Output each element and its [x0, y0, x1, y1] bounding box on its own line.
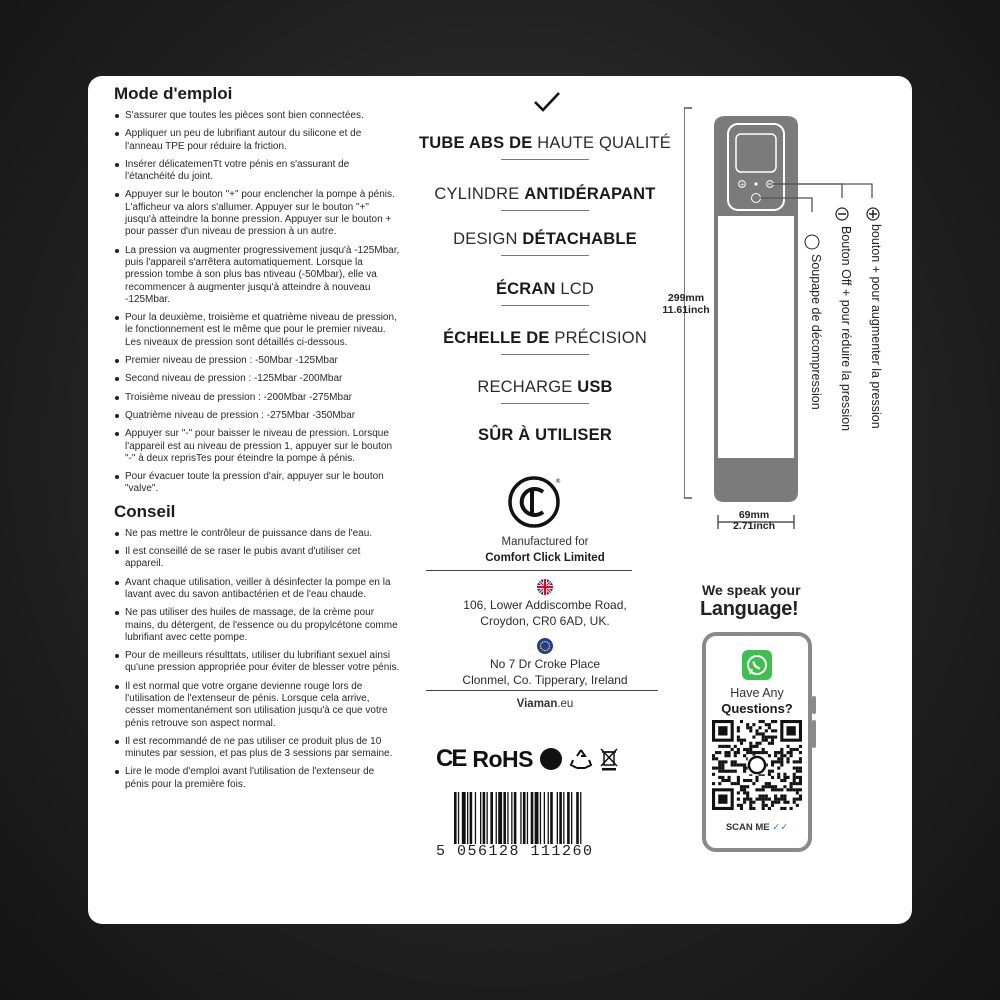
- eu-flag-icon: [537, 638, 553, 654]
- label-card: [88, 76, 912, 924]
- uk-address: [410, 598, 680, 629]
- instruction-item: Appliquer un peu de lubrifiant autour du silicone et de l'anneau TPE pour réduire la friction.: [114, 128, 400, 153]
- manufacturer-name: Comfort Click Limited: [485, 552, 605, 564]
- feature-item: [410, 426, 680, 445]
- checkmark-icon: [532, 90, 562, 114]
- uk-flag-icon: [537, 579, 553, 595]
- feature-bold: ÉCHELLE DE: [443, 329, 550, 347]
- phone-graphic: [702, 632, 812, 852]
- barcode: [454, 792, 622, 844]
- feature-bold: TUBE ABS DE: [419, 134, 533, 152]
- feature-divider: [501, 305, 589, 306]
- instruction-item: Insérer délicatemenTt votre pénis en s'assurant de l'étanchéité du joint.: [114, 159, 400, 184]
- have-any-text: Have Any: [730, 686, 784, 700]
- instruction-item: Second niveau de pression : -125Mbar -200Mbar: [114, 373, 400, 385]
- valve-label: Soupape de décompression: [809, 254, 823, 410]
- website-tld: .eu: [557, 698, 574, 710]
- feature-bold: USB: [577, 378, 613, 396]
- website: [410, 698, 680, 710]
- feature-light: CYLINDRE: [434, 185, 525, 203]
- feature-light: RECHARGE: [477, 378, 578, 396]
- qr-code[interactable]: [712, 720, 802, 810]
- instruction-item: Appuyer sur le bouton "+" pour enclencher la pompe à pénis. L'afficheur va alors s'allumer. Appuyer sur le bouton "+" jusqu'à atteindre la bonne pression. Appuyer sur le bouton + pour passer d'un niveau de pression à un autre.: [114, 189, 400, 238]
- eu-address: [410, 657, 680, 688]
- height-dimension: [658, 292, 714, 316]
- instruction-item: Pour évacuer toute la pression d'air, appuyer sur le bouton "valve".: [114, 471, 400, 496]
- barcode-digits: 5 056128 111260: [436, 843, 594, 860]
- uk-address-line2: Croydon, CR0 6AD, UK.: [480, 613, 610, 628]
- features-column: [410, 76, 680, 924]
- advice-item: Il est recommandé de ne pas utiliser ce produit plus de 10 minutes par session, et pas plus de 3 sessions par semaine.: [114, 736, 400, 761]
- svg-text:®: ®: [555, 478, 561, 485]
- manufactured-for-label: Manufactured for: [501, 536, 589, 548]
- feature-light: LCD: [555, 280, 595, 298]
- advice-item: Il est conseillé de se raser le pubis avant d'utiliser cet appareil.: [114, 546, 400, 571]
- whatsapp-icon: [742, 650, 772, 680]
- feature-divider: [501, 403, 589, 404]
- instruction-item: Appuyer sur "-" pour baisser le niveau de pression. Lorsque l'appareil est au niveau de pression 1, appuyer sur le bouton "-" à deux reprisTes pour éteindre la pompe à pénis.: [114, 428, 400, 465]
- uk-address-line1: 106, Lower Addiscombe Road,: [463, 598, 627, 612]
- divider: [426, 690, 658, 691]
- instruction-item: Troisième niveau de pression : -200Mbar -275Mbar: [114, 392, 400, 404]
- speak-line2: Language!: [700, 598, 799, 620]
- advice-item: Avant chaque utilisation, veiller à désinfecter la pompe en la lavant avec du savon antibactérien et de l'eau chaude.: [114, 577, 400, 602]
- feature-divider: [501, 159, 589, 160]
- eu-address-line2: Clonmel, Co. Tipperary, Ireland: [462, 672, 628, 687]
- scan-me-text: SCAN ME: [725, 822, 770, 833]
- width-mm: 69mm: [738, 509, 770, 521]
- instruction-item: Quatrième niveau de pression : -275Mbar -350Mbar: [114, 410, 400, 422]
- weee-bin-icon: [600, 747, 618, 771]
- feature-light: HAUTE QUALITÉ: [532, 134, 671, 152]
- height-inch: 11.61inch: [662, 304, 710, 316]
- feature-bold: ANTIDÉRAPANT: [524, 185, 656, 203]
- instruction-item: Premier niveau de pression : -50Mbar -125Mbar: [114, 355, 400, 367]
- valve-tag-icon: [806, 236, 818, 248]
- website-name: Viaman: [516, 698, 558, 710]
- speak-line1: We speak your: [702, 582, 801, 598]
- feature-bold: SÛR À UTILISER: [478, 426, 612, 444]
- advice-item: Ne pas mettre le contrôleur de puissance dans de l'eau.: [114, 528, 400, 540]
- certification-marks: [436, 744, 618, 774]
- feature-item: [410, 230, 680, 256]
- feature-light: DESIGN: [453, 230, 523, 248]
- feature-divider: [501, 255, 589, 256]
- feature-item: [410, 378, 680, 404]
- feature-bold: DÉTACHABLE: [522, 230, 637, 248]
- advice-item: Pour de meilleurs résulttats, utiliser du lubrifiant sexuel ainsi qu'une pression appropriée pour éviter de blesser votre pénis.: [114, 650, 400, 675]
- advice-title: Conseil: [114, 501, 176, 521]
- height-mm: 299mm: [667, 292, 705, 304]
- advice-item: Lire le mode d'emploi avant l'utilisation de l'extenseur de pénis pour la première fois.: [114, 766, 400, 791]
- instructions-column: [114, 84, 400, 797]
- width-dimension: [724, 510, 784, 532]
- ce-mark: CE: [436, 745, 466, 772]
- eu-address-line1: No 7 Dr Croke Place: [489, 657, 601, 671]
- scan-me-label: SCAN ME ✓✓: [725, 822, 789, 833]
- comfort-click-logo-icon: [506, 474, 562, 530]
- advice-item: Il est normal que votre organe devienne rouge lors de l'utilisation de l'extenseur de pénis. Lorsque cela arrive, cesser momentanément son utilisation jusqu'à ce que votre pénis retrouve son aspect normal.: [114, 681, 400, 730]
- instruction-item: S'assurer que toutes les pièces sont bien connectées.: [114, 110, 400, 122]
- feature-item: [410, 280, 680, 306]
- instruction-item: Pour la deuxième, troisième et quatrième niveau de pression, le fonctionnement est le même que pour le premier niveau. Les niveaux de pression sont détaillés ci-dessous.: [114, 312, 400, 349]
- pump-device-illustration: [684, 104, 894, 534]
- svg-text:+: +: [739, 181, 745, 189]
- feature-divider: [501, 210, 589, 211]
- feature-item: [410, 185, 680, 211]
- instructions-list: [114, 110, 400, 496]
- rohs-mark: RoHS: [472, 745, 533, 772]
- advice-item: Ne pas utiliser des huiles de massage, de la crème pour mains, du détergent, de l'essence ou du propylcétone comme lubrifiant avec cette pompe.: [114, 607, 400, 644]
- instructions-title: Mode d'emploi: [114, 84, 233, 103]
- recycle-icon: [569, 748, 593, 770]
- feature-item: [410, 134, 680, 160]
- feature-item: [410, 329, 680, 355]
- green-dot-icon: [540, 748, 562, 770]
- feature-divider: [501, 354, 589, 355]
- instruction-item: La pression va augmenter progressivement jusqu'à -125Mbar, puis l'appareil s'arrêtera automatiquement. Lorsque la pression tombe à son plus bas ntiveau (-50Mbar), elle va recommencer à augmenter jusqu'à atteindre à nouveau -125Mbar.: [114, 245, 400, 306]
- minus-button-label: Bouton Off + pour réduire la pression: [839, 226, 853, 432]
- feature-light: PRÉCISION: [549, 329, 647, 347]
- advice-list: [114, 528, 400, 791]
- feature-bold: ÉCRAN: [495, 280, 556, 298]
- divider: [426, 570, 632, 571]
- questions-text: Questions?: [721, 701, 793, 716]
- width-inch: 2.71inch: [732, 520, 776, 532]
- plus-button-label: bouton + pour augmenter la pression: [869, 224, 883, 429]
